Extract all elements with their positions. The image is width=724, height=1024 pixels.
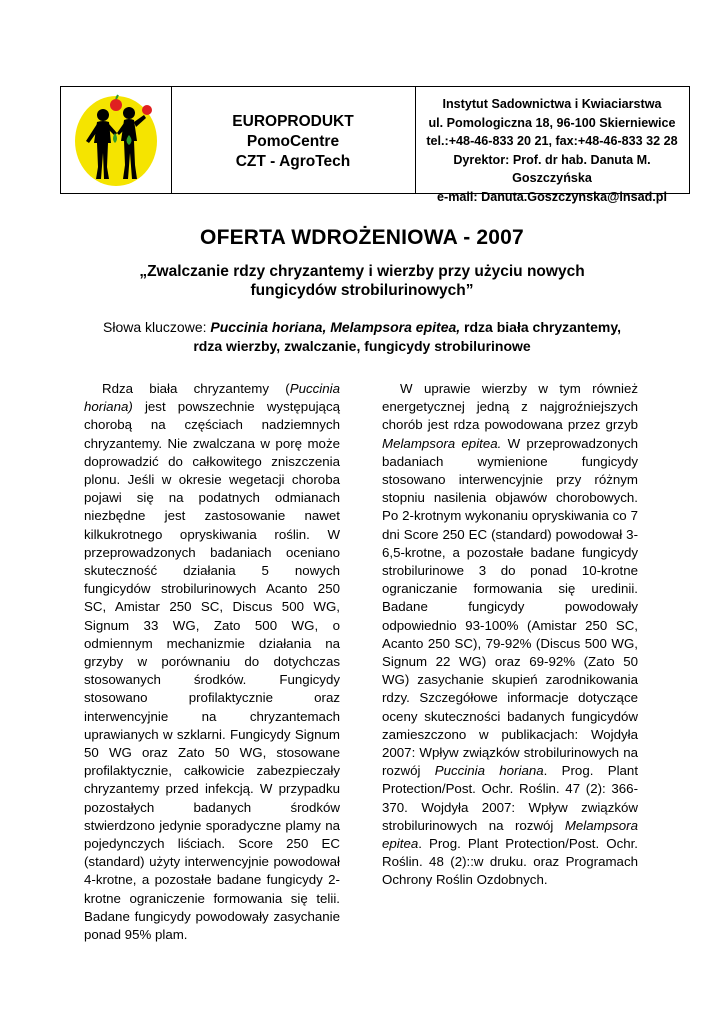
right-paragraph bbox=[382, 380, 638, 890]
left-text-b: jest powszechnie występującą chorobą na częściach nadziemnych chryzantemy. Nie zwalczana w porę może doprowadzić do całkowitego zniszczenia plonu. Jeśli w okresie wegetacji choroba pojawi się na podatnych odmianach niezbędne jest zastosowanie nawet kilkukrotnego opryskiwania roślin. W przeprowadzonych badaniach oceniano skuteczność działania 5 nowych fungicydów strobilurinowych Acanto 250 SC, Amistar 250 SC, Discus 500 WG, Signum 33 WG, Zato 500 WG, o odmiennym mechanizmie działania na grzyby w porównaniu do dotychczas stosowanych środków. Fungicydy stosowano profilaktycznie oraz interwencyjnie na chryzantemach uprawianych w szklarni. Fungicydy Signum 50 WG oraz Zato 50 WG, stosowane profilaktycznie, całkowicie zabezpieczały chryzantemy przed infekcją. W przypadku pozostałych badanych środków stwierdzono jedynie sporadyczne plamy na pojedynczych liściach. Score 250 EC (standard) użyty interwencyjnie powodował 4-krotne, a pozostałe badane fungicydy 2-krotne ograniczenie formowania się telii. Badane fungicydy powodowały zasychanie ponad 95% plam. bbox=[84, 399, 340, 943]
institute-name: Instytut Sadownictwa i Kwiaciarstwa bbox=[442, 97, 662, 111]
header-table bbox=[60, 86, 690, 204]
right-italic-2: Puccinia horiana bbox=[434, 763, 544, 779]
subtitle-line-1: „Zwalczanie rdzy chryzantemy i wierzby przy użyciu nowych bbox=[139, 263, 585, 280]
keywords-italic: Puccinia horiana, Melampsora epitea, bbox=[210, 319, 461, 335]
right-column bbox=[382, 380, 638, 890]
keywords-line1-rest: rdza biała chryzantemy, bbox=[460, 319, 621, 335]
page-title: OFERTA WDROŻENIOWA - 2007 bbox=[200, 226, 524, 249]
right-text-3: . Prog. Plant Protection/Post. Ochr. Roślin. 47 (2): 366-370. Wojdyła 2007: Wpływ związków strobilurinowych na rozwój bbox=[382, 763, 639, 833]
institute-address: ul. Pomologiczna 18, 96-100 Skierniewice bbox=[428, 115, 676, 130]
adam-and-eve-apple-logo-icon bbox=[71, 91, 161, 187]
organization-cell bbox=[171, 87, 416, 193]
organization-names bbox=[171, 112, 415, 172]
keywords-block bbox=[70, 318, 654, 355]
institute-cell bbox=[415, 87, 689, 204]
left-italic-puccinia: Puccinia horiana) bbox=[84, 381, 340, 415]
keywords-label: Słowa kluczowe: bbox=[103, 319, 211, 335]
keywords-line-1 bbox=[70, 318, 654, 337]
right-text-4: . Prog. Plant Protection/Post. Ochr. Roślin. 48 (2)::w druku. oraz Programach Ochrony Roślin Ozdobnych. bbox=[382, 836, 638, 888]
right-italic-3: Melampsora epitea bbox=[382, 817, 638, 852]
left-text-a: Rdza biała chryzantemy ( bbox=[102, 381, 290, 396]
org-line-pomocentre: PomoCentre bbox=[246, 133, 340, 150]
institute-phone-fax: tel.:+48-46-833 20 21, fax:+48-46-833 32 28 bbox=[426, 134, 678, 148]
right-italic-1: Melampsora epitea. bbox=[382, 435, 502, 451]
org-line-europrodukt: EUROPRODUKT bbox=[232, 113, 354, 130]
org-line-agrotech: CZT - AgroTech bbox=[235, 153, 351, 170]
keywords-line-2: rdza wierzby, zwalczanie, fungicydy strobilurinowe bbox=[193, 337, 531, 354]
institute-email[interactable]: e-mail: Danuta.Goszczynska@insad.pl bbox=[437, 189, 667, 204]
left-paragraph bbox=[84, 380, 340, 944]
offer-subtitle bbox=[90, 262, 634, 300]
left-column bbox=[84, 380, 340, 944]
logo-cell bbox=[61, 87, 172, 193]
institute-director: Dyrektor: Prof. dr hab. Danuta M. Goszczyńska bbox=[453, 152, 651, 185]
institute-info bbox=[415, 95, 689, 206]
right-text-2: W przeprowadzonych badaniach wymienione fungicydy stosowano interwencyjnie przy różnym stopniu nasilenia objawów chorobowych. Po 2-krotnym wykonaniu opryskiwania co 7 dni Score 250 EC (standard) powodował 3-6,5-krotne, a pozostałe badane fungicydy strobilurinowe 3 do ponad 10-krotne ograniczanie formowania się uredinii. Badane fungicydy powodowały odpowiednio 93-100% (Amistar 250 SC, Acanto 250 SC), 79-92% (Discus 500 WG, Signum 22 WG) oraz 69-92% (Zato 50 WG) zasychanie skupień zarodnikowania rdzy. Szczegółowe informacje dotyczące oceny skuteczności badanych fungicydów zamieszczono w publikacjach: Wojdyła 2007: Wpływ związków strobilurinowych na rozwój bbox=[382, 435, 638, 779]
subtitle-line-2: fungicydów strobilurinowych” bbox=[250, 282, 474, 299]
right-text-1: W uprawie wierzby w tym również energetycznej jedną z najgroźniejszych chorób jest rdza powodowana przez grzyb bbox=[382, 381, 638, 433]
